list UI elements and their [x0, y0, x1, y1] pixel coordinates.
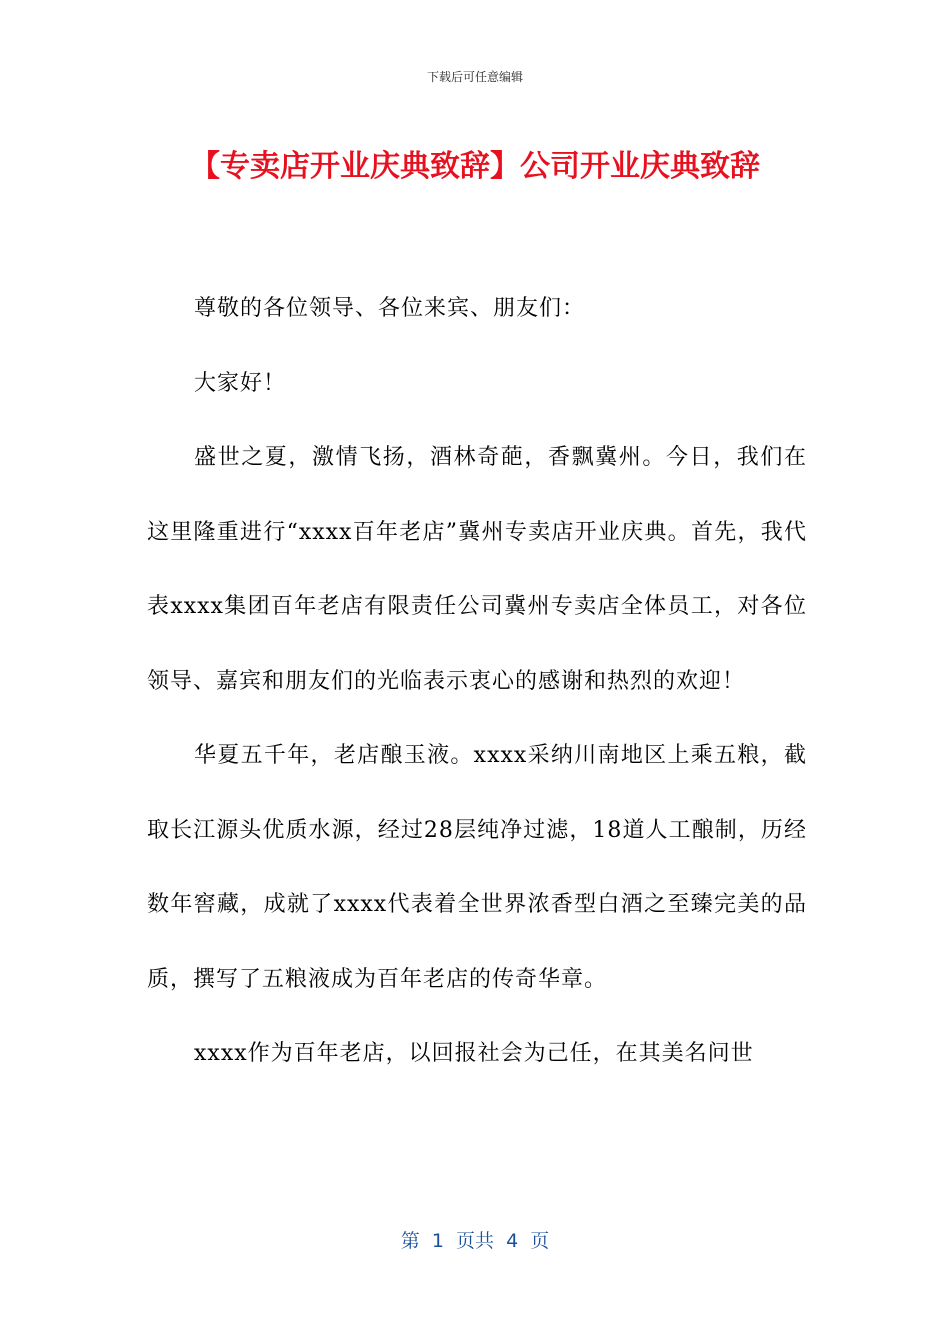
page-number: 第 1 页共 4 页: [400, 1230, 550, 1252]
document-body: [147, 272, 807, 1092]
document-title: 【专卖店开业庆典致辞】公司开业庆典致辞: [190, 149, 760, 184]
paragraph-opening: 盛世之夏，激情飞扬，酒林奇葩，香飘冀州。今日，我们在这里隆重进行“xxxx百年老店”冀州专卖店开业庆典。首先，我代表xxxx集团百年老店有限责任公司冀州专卖店全体员工，对各位领导、嘉宾和朋友们的光临表示衷心的感谢和热烈的欢迎！: [147, 445, 807, 694]
paragraph-history: 华夏五千年，老店酿玉液。xxxx采纳川南地区上乘五粮，截取长江源头优质水源，经过28层纯净过滤，18道人工酿制，历经数年窖藏，成就了xxxx代表着全世界浓香型白酒之至臻完美的品质，撰写了五粮液成为百年老店的传奇华章。: [147, 743, 807, 992]
paragraph-hello: 大家好！: [194, 370, 287, 396]
paragraph-greeting: 尊敬的各位领导、各位来宾、朋友们：: [194, 296, 586, 321]
header-note: 下载后可任意编辑: [426, 70, 523, 84]
paragraph-mission: xxxx作为百年老店，以回报社会为己任，在其美名问世: [194, 1041, 754, 1066]
